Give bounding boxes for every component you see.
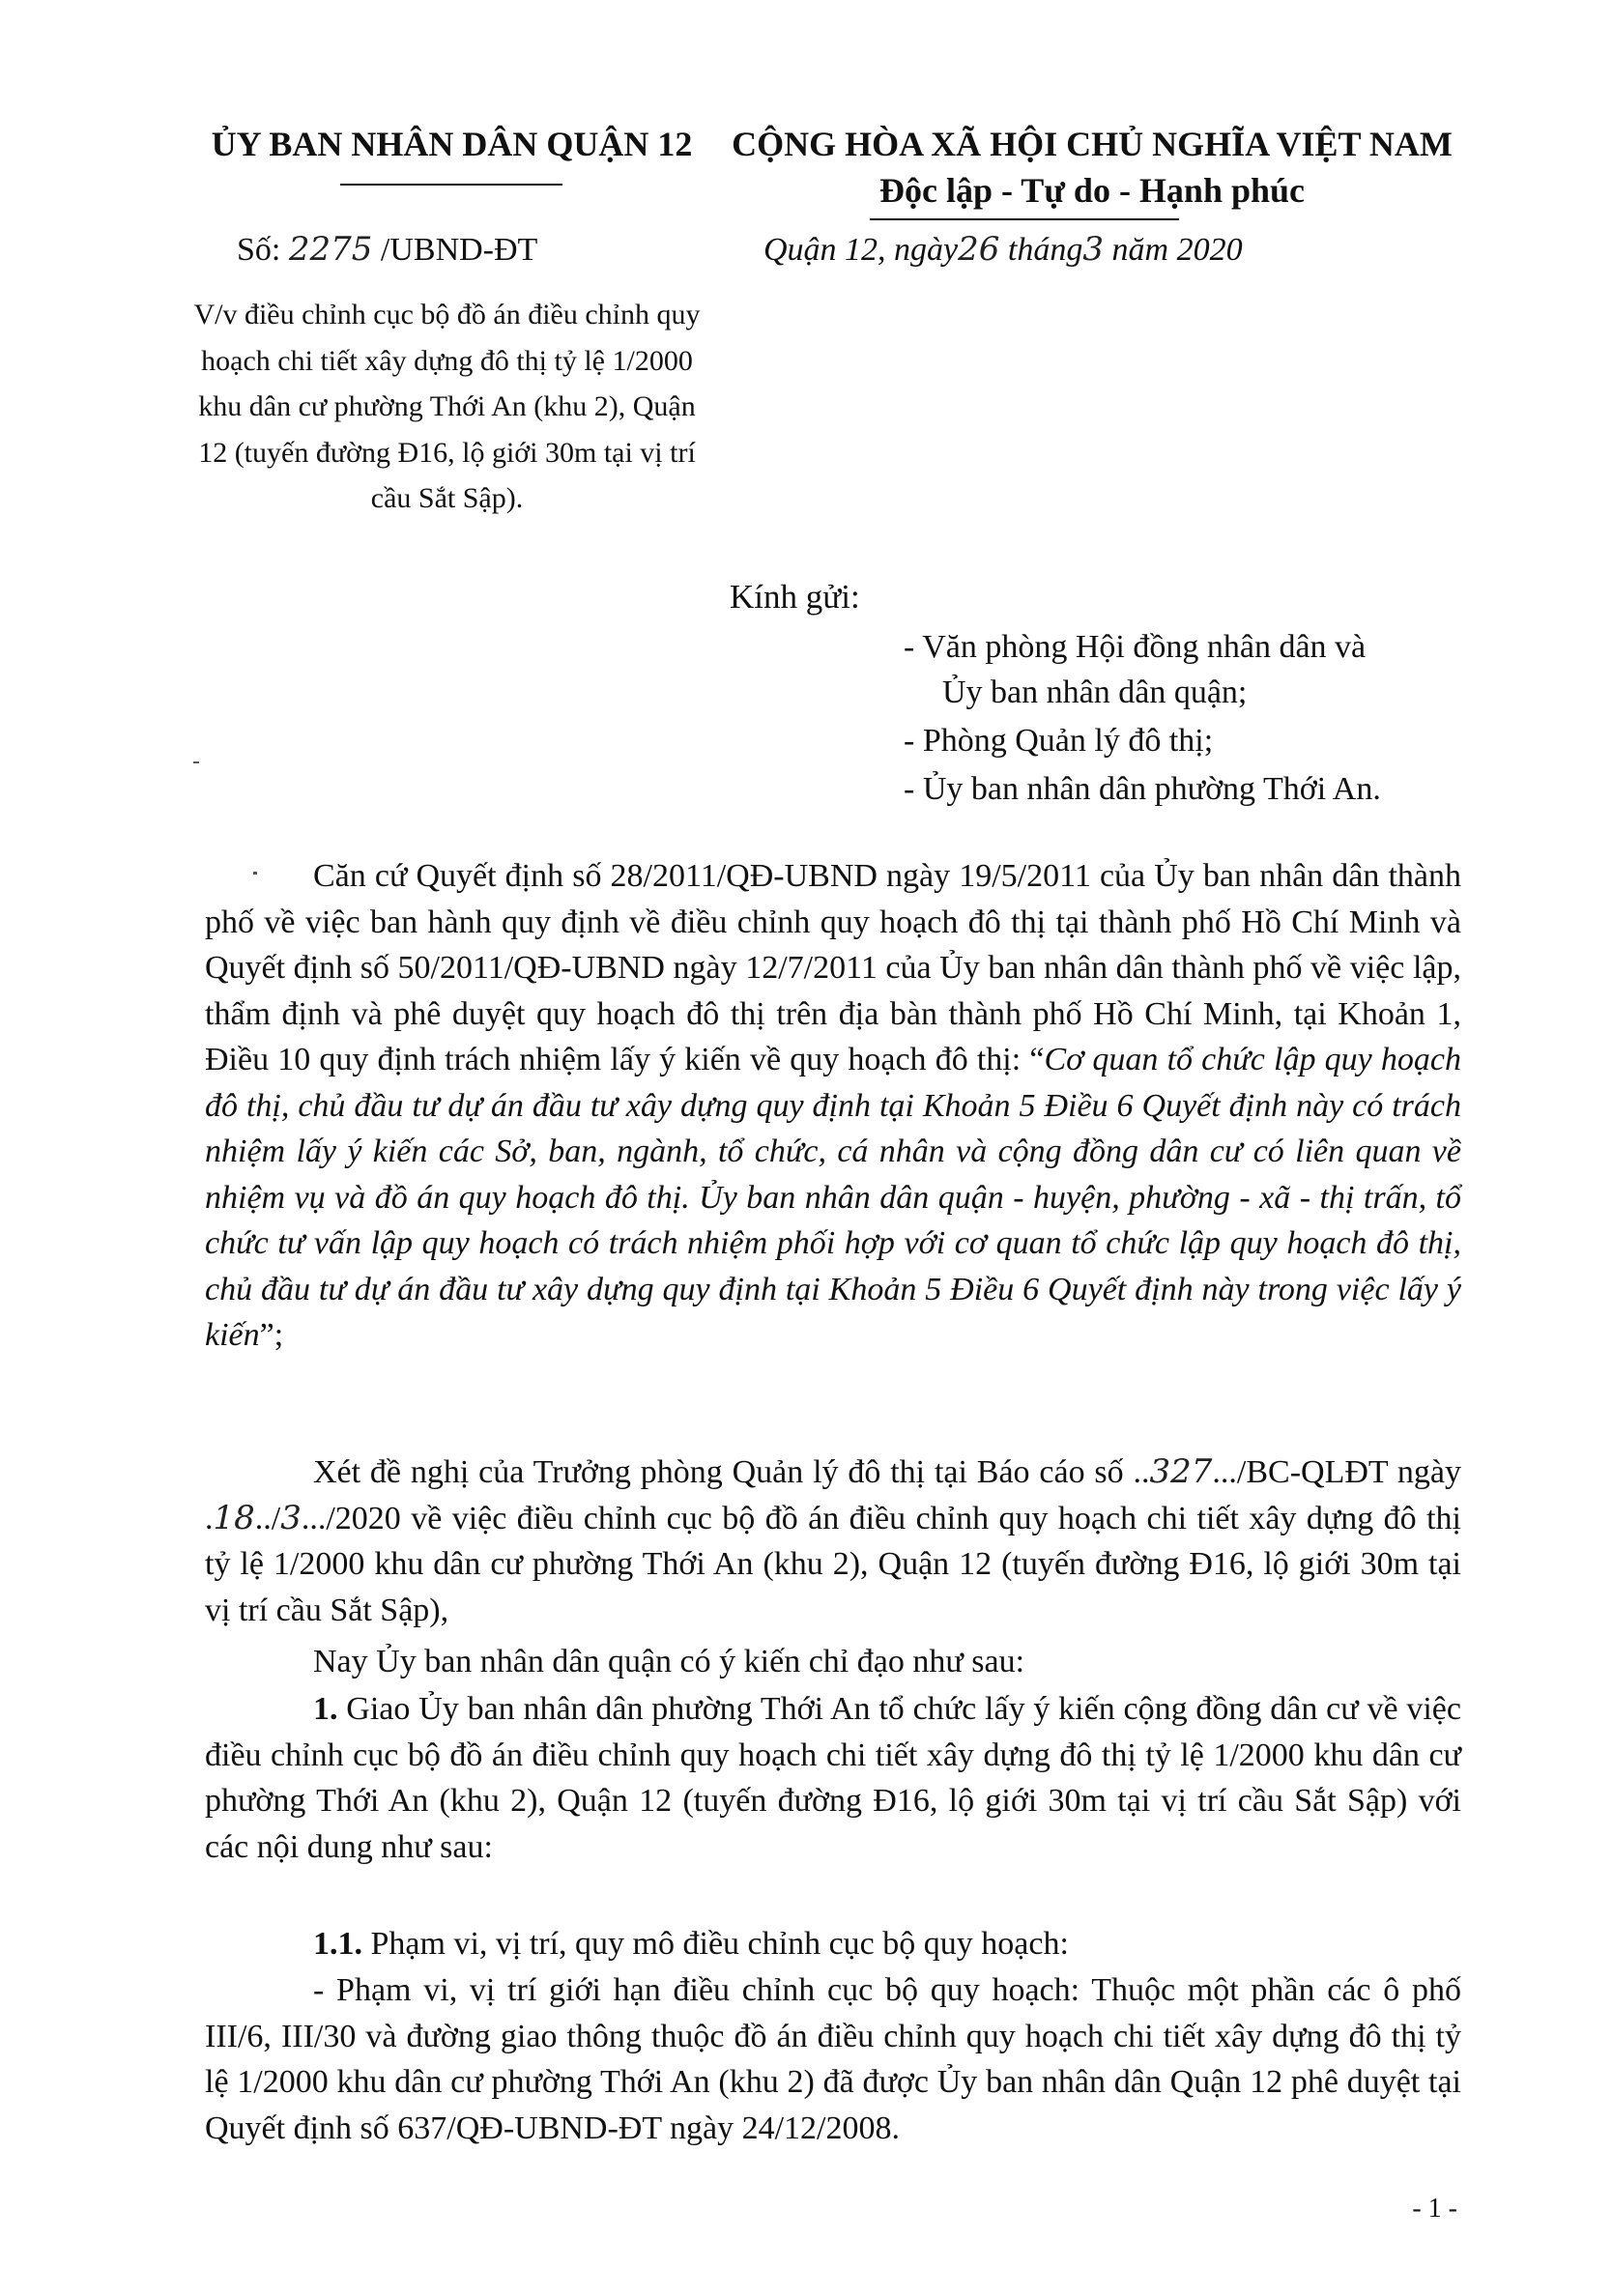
page-number: - 1 - bbox=[1412, 2194, 1457, 2224]
report-month-handwritten: 3 bbox=[280, 1498, 302, 1537]
subject-line: V/v điều chỉnh cục bộ đồ án điều chỉnh quy hoạch chi tiết xây dựng đô thị tỷ lệ 1/2000 khu dân cư phường Thới An (khu 2), Quận 12 (tuyến đường Đ16, lộ giới 30m tại vị trí cầu Sắt Sập). bbox=[193, 299, 701, 514]
body-paragraph-item-1 bbox=[205, 1686, 1461, 1870]
national-title: CỘNG HÒA XÃ HỘI CHỦ NGHĨA VIỆT NAM bbox=[732, 125, 1453, 163]
dateline bbox=[763, 230, 1440, 269]
paragraph-text: Xét đề nghị của Trưởng phòng Quản lý đô thị tại Báo cáo số .. bbox=[313, 1454, 1150, 1490]
paragraph-text: Căn cứ Quyết định số 28/2011/QĐ-UBND ngày 19/5/2011 của Ủy ban nhân dân thành phố về việc ban hành quy định về điều chỉnh quy hoạch đô thị tại thành phố Hồ Chí Minh và Quyết định số 50/2011/QĐ-UBND ngày 12/7/2011 của Ủy ban nhân dân thành phố về việc lập, thẩm định và phê duyệt quy hoạch đô thị trên địa bàn thành phố Hồ Chí Minh, tại Khoản 1, Điều 10 quy định trách nhiệm lấy ý kiến về quy hoạch đô thị: “ bbox=[205, 858, 1461, 1077]
agency-underline bbox=[340, 184, 562, 186]
scan-speck bbox=[193, 761, 199, 763]
doc-number-handwritten: 2275 bbox=[288, 230, 373, 269]
recipient-item bbox=[904, 718, 1483, 763]
doc-number-prefix: Số: bbox=[237, 232, 289, 268]
greeting-label: Kính gửi: bbox=[730, 578, 860, 616]
recipient-line: - Văn phòng Hội đồng nhân dân và bbox=[904, 629, 1367, 665]
recipient-line: - Phòng Quản lý đô thị; bbox=[904, 723, 1214, 759]
motto-underline bbox=[870, 218, 1179, 220]
item-number: 1.1. bbox=[313, 1926, 362, 1962]
paragraph-text: Nay Ủy ban nhân dân quận có ý kiến chỉ đạo như sau: bbox=[313, 1644, 1025, 1679]
paragraph-text: Giao Ủy ban nhân dân phường Thới An tổ chức lấy ý kiến cộng đồng dân cư về việc điều chỉnh cục bộ đồ án điều chỉnh quy hoạch chi tiết xây dựng đô thị tỷ lệ 1/2000 khu dân cư phường Thới An (khu 2), Quận 12 (tuyến đường Đ16, lộ giới 30m tại vị trí cầu Sắt Sập) với các nội dung như sau: bbox=[205, 1691, 1461, 1865]
recipient-line: - Ủy ban nhân dân phường Thới An. bbox=[904, 771, 1381, 807]
issuing-agency: ỦY BAN NHÂN DÂN QUẬN 12 bbox=[211, 125, 693, 163]
paragraph-text: ../ bbox=[254, 1500, 281, 1536]
paragraph-text: .../2020 về việc điều chỉnh cục bộ đồ án điều chỉnh quy hoạch chi tiết xây dựng đô thị tỷ lệ 1/2000 khu dân cư phường Thới An (khu 2), Quận 12 (tuyến đường Đ16, lộ giới 30m tại vị trí cầu Sắt Sập), bbox=[205, 1500, 1461, 1628]
body-paragraph-legal-basis bbox=[205, 853, 1461, 1359]
paragraph-text-end: ”; bbox=[259, 1317, 284, 1353]
dateline-month: 3 bbox=[1082, 230, 1105, 269]
body-paragraph-proposal bbox=[205, 1449, 1461, 1633]
recipient-item bbox=[904, 766, 1483, 812]
national-motto: Độc lập - Tự do - Hạnh phúc bbox=[878, 171, 1306, 210]
dateline-day: 26 bbox=[958, 230, 1000, 269]
scan-speck bbox=[253, 872, 257, 875]
paragraph-text: - Phạm vi, vị trí giới hạn điều chỉnh cục bộ quy hoạch: Thuộc một phần các ô phố III/6, III/30 và đường giao thông thuộc đồ án điều chỉnh quy hoạch chi tiết xây dựng đô thị tỷ lệ 1/2000 khu dân cư phường Thới An (khu 2) đã được Ủy ban nhân dân Quận 12 phê duyệt tại Quyết định số 637/QĐ-UBND-ĐT ngày 24/12/2008. bbox=[205, 1972, 1461, 2146]
body-paragraph-item-1-1 bbox=[205, 1921, 1461, 1967]
recipient-line-continued: Ủy ban nhân dân quận; bbox=[942, 674, 1248, 710]
dateline-month-word: tháng bbox=[999, 232, 1083, 268]
recipient-item bbox=[904, 624, 1483, 715]
doc-number-suffix: /UBND-ĐT bbox=[372, 232, 538, 268]
body-paragraph-directive-intro bbox=[205, 1639, 1461, 1685]
quoted-regulation: Cơ quan tổ chức lập quy hoạch đô thị, chủ đầu tư dự án đầu tư xây dựng quy định tại Khoản 5 Điều 6 Quyết định này có trách nhiệm lấy ý kiến các Sở, ban, ngành, tổ chức, cá nhân và cộng đồng dân cư có liên quan về nhiệm vụ và đồ án quy hoạch đô thị. Ủy ban nhân dân quận - huyện, phường - xã - thị trấn, tổ chức tư vấn lập quy hoạch có trách nhiệm phối hợp với cơ quan tổ chức lập quy hoạch đô thị, chủ đầu tư dự án đầu tư xây dựng quy định tại Khoản 5 Điều 6 Quyết định này trong việc lấy ý kiến bbox=[205, 1042, 1461, 1353]
dateline-year: năm 2020 bbox=[1104, 232, 1243, 268]
paragraph-text: .../BC-QLĐT ngày . bbox=[205, 1454, 1461, 1536]
paragraph-text: Phạm vi, vị trí, quy mô điều chỉnh cục bộ quy hoạch: bbox=[362, 1926, 1069, 1962]
report-day-handwritten: 18 bbox=[213, 1498, 255, 1537]
report-number-handwritten: 327 bbox=[1149, 1452, 1213, 1491]
document-number bbox=[237, 230, 643, 269]
dateline-place: Quận 12, ngày bbox=[763, 232, 959, 268]
body-paragraph-scope bbox=[205, 1967, 1461, 2151]
recipient-list bbox=[904, 624, 1483, 815]
item-number: 1. bbox=[313, 1691, 338, 1727]
